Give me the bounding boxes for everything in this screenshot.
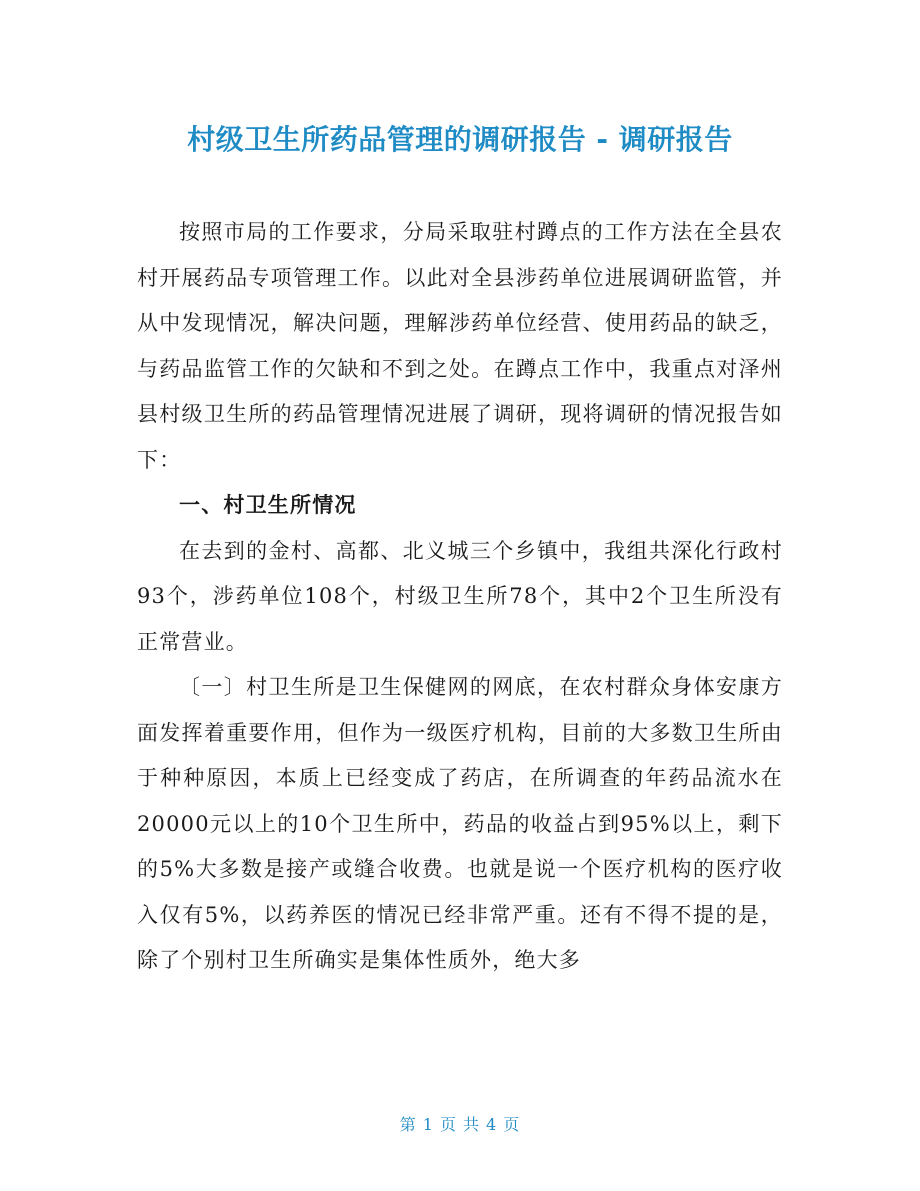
document-body (137, 210, 783, 984)
footer-total-pages: 4 (486, 1115, 498, 1134)
document-title: 村级卫生所药品管理的调研报告 - 调研报告 (187, 123, 733, 156)
footer-mid: 页 共 (439, 1115, 481, 1134)
body-paragraph: 〔一〕村卫生所是卫生保健网的网底，在农村群众身体安康方面发挥着重要作用，但作为一级医疗机构，目前的大多数卫生所由于种种原因，本质上已经变成了药店，在所调查的年药品流水在20000元以上的10个卫生所中，药品的收益占到95%以上，剩下的5%大多数是接产或缝合收费。也就是说一个医疗机构的医疗收入仅有5%，以药养医的情况已经非常严重。还有不得不提的是，除了个别村卫生所确实是集体性质外，绝大多 (137, 675, 783, 972)
footer-page-number: 1 (422, 1115, 434, 1134)
footer-suffix: 页 (503, 1115, 521, 1134)
section-heading: 一、村卫生所情况 (179, 493, 357, 517)
body-paragraph: 在去到的金村、高都、北义城三个乡镇中，我组共深化行政村93个，涉药单位108个，村级卫生所78个，其中2个卫生所没有正常营业。 (137, 538, 783, 654)
page-footer (0, 1112, 920, 1135)
intro-paragraph: 按照市局的工作要求，分局采取驻村蹲点的工作方法在全县农村开展药品专项管理工作。以此对全县涉药单位进展调研监管，并从中发现情况，解决问题，理解涉药单位经营、使用药品的缺乏，与药品监管工作的欠缺和不到之处。在蹲点工作中，我重点对泽州县村级卫生所的药品管理情况进展了调研，现将调研的情况报告如下： (137, 220, 783, 472)
footer-prefix: 第 (399, 1115, 417, 1134)
